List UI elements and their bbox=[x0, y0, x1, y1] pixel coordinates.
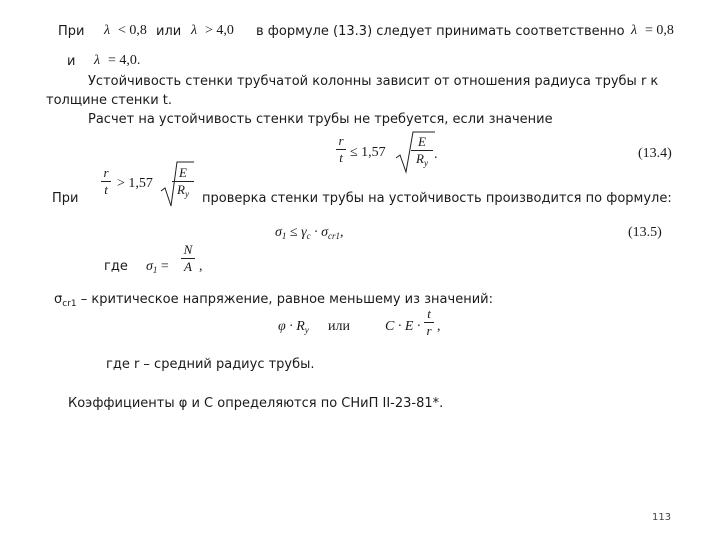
page-number: 113 bbox=[652, 512, 672, 523]
inequality-gt: > 1,57 bbox=[117, 176, 153, 191]
sigma-cr-description: $\sigma_{cr1}$ – критическое напряжение, равное меньшему из значений: bbox=[54, 292, 493, 309]
result-value-2: = 4,0. bbox=[108, 53, 141, 68]
lambda-symbol: λ bbox=[191, 23, 198, 38]
formula-tail: . bbox=[434, 147, 438, 162]
ili-label: или bbox=[328, 319, 350, 334]
formula-13-5: $\sigma_1 \le \gamma_c \cdot \sigma_{cr1}$, bbox=[275, 225, 344, 241]
lambda-symbol: λ bbox=[631, 23, 638, 38]
sigma-1-symbol: $\sigma_1$ = bbox=[146, 259, 169, 275]
phi-ry-expression: $\varphi \cdot R_y$ bbox=[278, 319, 309, 335]
paragraph-stability-line1: Устойчивость стенки трубчатой колонны зависит от отношения радиуса трубы r к bbox=[88, 74, 659, 89]
result-value-1: = 0,8 bbox=[645, 23, 674, 38]
paragraph-calculation: Расчет на устойчивость стенки трубы не требуется, если значение bbox=[88, 112, 553, 127]
paragraph-stability-line2: толщине стенки t. bbox=[46, 93, 173, 108]
fraction-e-ry: E $R_y$ bbox=[411, 135, 433, 170]
fraction-t-r: t r bbox=[424, 307, 434, 338]
equation-number-13-5: (13.5) bbox=[628, 225, 662, 240]
formula-tail: , bbox=[437, 319, 441, 334]
coefficients-note: Коэффициенты φ и C определяются по СНиП II-23-81*. bbox=[68, 396, 444, 411]
inequality-le: ≤ 1,57 bbox=[350, 145, 386, 160]
gde-label: где bbox=[104, 259, 128, 274]
condition-greater: > 4,0 bbox=[205, 23, 234, 38]
ili-label: или bbox=[156, 24, 182, 39]
formula-text: в формуле (13.3) следует принимать соответственно bbox=[256, 24, 625, 39]
condition-less: < 0,8 bbox=[118, 23, 147, 38]
equation-number-13-4: (13.4) bbox=[638, 146, 672, 161]
formula-tail: , bbox=[199, 259, 203, 274]
radius-definition: где r – средний радиус трубы. bbox=[106, 357, 315, 372]
lambda-symbol: λ bbox=[104, 23, 111, 38]
pri-label: При bbox=[58, 24, 85, 39]
c-e-expression: C · E · bbox=[385, 319, 421, 334]
lambda-symbol: λ bbox=[94, 53, 101, 68]
fraction-e-ry: E $R_y$ bbox=[172, 166, 194, 201]
check-formula-text: проверка стенки трубы на устойчивость производится по формуле: bbox=[202, 191, 672, 206]
fraction-n-a: N A bbox=[181, 243, 195, 274]
fraction-r-t: r t bbox=[336, 134, 346, 165]
fraction-r-t: r t bbox=[101, 166, 111, 197]
pri-label: При bbox=[52, 191, 79, 206]
i-label: и bbox=[67, 54, 76, 69]
